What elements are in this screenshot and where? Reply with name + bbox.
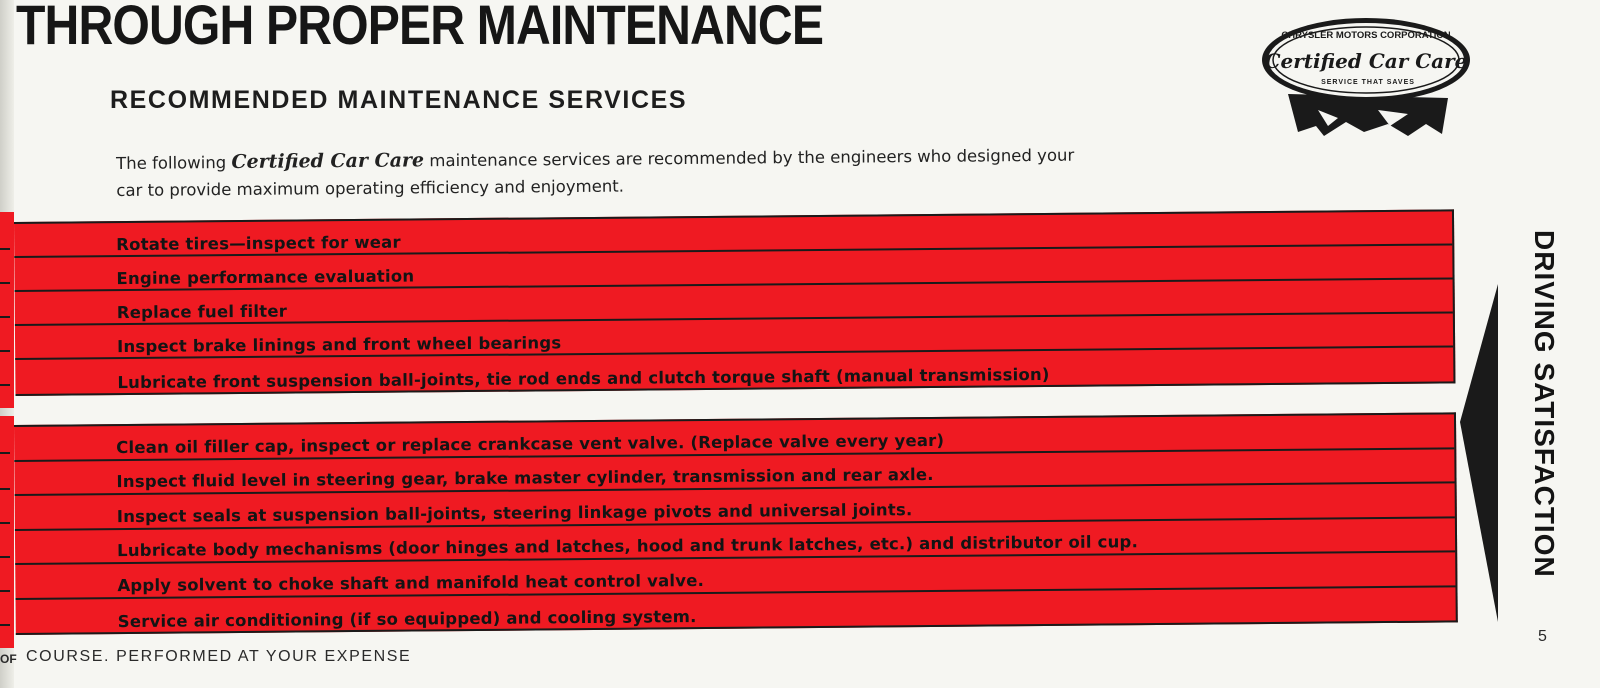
maintenance-group-2 bbox=[14, 412, 1458, 635]
footer-note: COURSE. PERFORMED AT YOUR EXPENSE bbox=[26, 648, 412, 665]
page-number: 5 bbox=[1538, 628, 1547, 645]
previous-page-rule bbox=[0, 452, 10, 454]
previous-page-rule bbox=[0, 350, 10, 352]
maintenance-group-1 bbox=[14, 209, 1455, 396]
previous-page-rule bbox=[0, 282, 10, 284]
service-item: Lubricate body mechanisms (door hinges and latches, hood and trunk latches, etc.) and distributor oil cup. bbox=[15, 518, 1455, 565]
service-item: Clean oil filler cap, inspect or replace crankcase vent valve. (Replace valve every year) bbox=[14, 414, 1454, 461]
logo-script-text: Certified Car Care bbox=[1264, 49, 1468, 73]
page-headline: THROUGH PROPER MAINTENANCE bbox=[16, 0, 824, 56]
section-title: RECOMMENDED MAINTENANCE SERVICES bbox=[110, 86, 688, 114]
previous-page-rule bbox=[0, 556, 10, 558]
logo-top-text: CHRYSLER MOTORS CORPORATION bbox=[1281, 30, 1451, 41]
service-item: Engine performance evaluation bbox=[14, 245, 1452, 292]
previous-page-rule bbox=[0, 488, 10, 490]
previous-page-rule bbox=[0, 624, 10, 626]
previous-page-rule bbox=[0, 384, 10, 386]
certified-car-care-wordmark: Certified Car Care bbox=[231, 149, 425, 173]
intro-text-after: maintenance services are recommended by the engineers who designed your car to provide maximum operating efficiency and enjoyment. bbox=[116, 145, 1075, 200]
service-item: Lubricate front suspension ball-joints, tie rod ends and clutch torque shaft (manual transmission) bbox=[117, 364, 1050, 393]
left-pointing-arrow-icon bbox=[1460, 284, 1498, 622]
previous-page-edge bbox=[0, 0, 14, 688]
service-item: Rotate tires—inspect for wear bbox=[14, 211, 1452, 258]
intro-paragraph bbox=[116, 142, 1076, 204]
logo-bottom-text: SERVICE THAT SAVES bbox=[1321, 79, 1415, 86]
previous-page-rule bbox=[0, 316, 10, 318]
service-item: Service air conditioning (if so equipped) and cooling system. bbox=[117, 607, 697, 632]
service-item: Inspect brake linings and front wheel bearings bbox=[15, 313, 1453, 360]
intro-text-before: The following bbox=[116, 153, 227, 173]
previous-page-red-band bbox=[0, 416, 14, 648]
previous-page-rule bbox=[0, 248, 10, 250]
certified-car-care-logo bbox=[1258, 14, 1474, 136]
service-item: Inspect fluid level in steering gear, brake master cylinder, transmission and rear axle. bbox=[14, 449, 1454, 496]
previous-page-rule bbox=[0, 590, 10, 592]
previous-page-footer-fragment: OF bbox=[0, 652, 17, 666]
previous-page-rule bbox=[0, 522, 10, 524]
service-item: Inspect seals at suspension ball-joints, steering linkage pivots and universal joints. bbox=[15, 483, 1455, 530]
service-item: Replace fuel filter bbox=[15, 279, 1453, 326]
service-item: Apply solvent to choke shaft and manifold heat control valve. bbox=[15, 552, 1455, 599]
previous-page-red-band bbox=[0, 212, 14, 408]
section-tab-label: DRIVING SATISFACTION bbox=[1529, 230, 1560, 578]
